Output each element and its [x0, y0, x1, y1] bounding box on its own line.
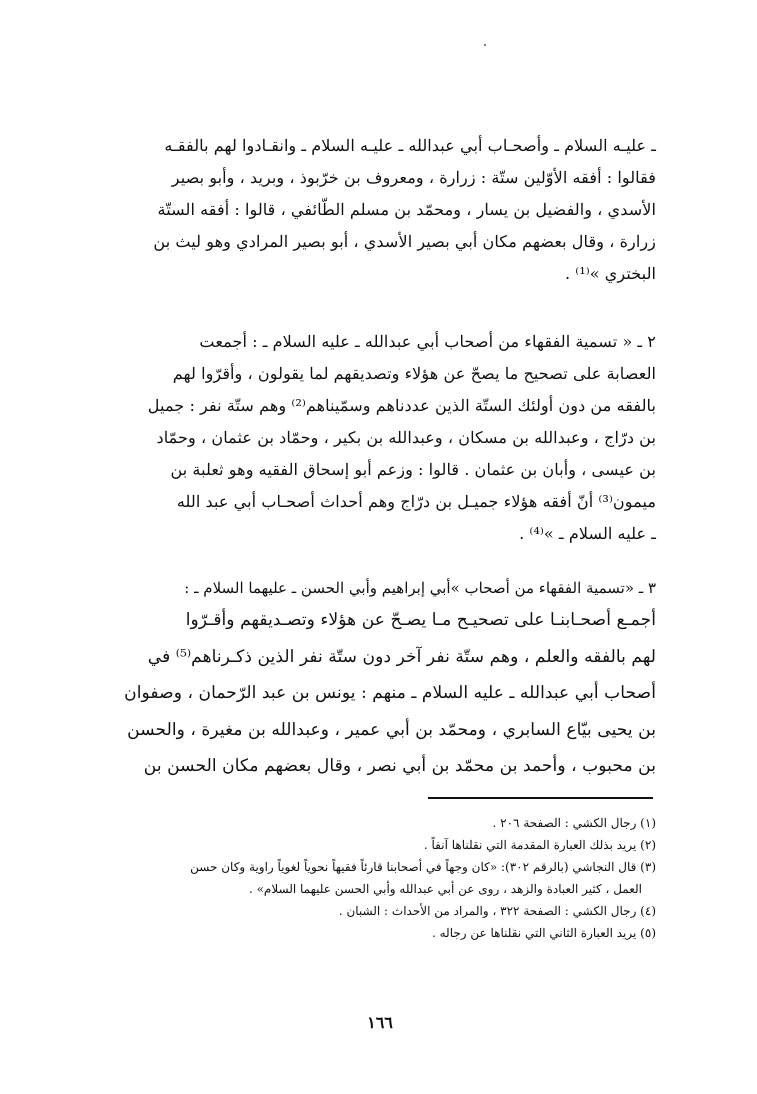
paragraph-1-line: فقالوا : أفقه الأوّلين ستّة : زرارة ، ومعروف بن خرّبوذ ، وبريد ، وأبو بصير: [171, 168, 656, 187]
footnote-4: (٤) رجال الكشي : الصفحة ٣٢٢ ، والمراد من الأحداث : الشبان .: [338, 904, 656, 918]
footnote-3: (٣) قال النجاشي (بالرقم ٣٠٢): «كان وجهاً في أصحابنا قارئاً فقيهاً نحوياً لغوياً راوية وكان حسن: [190, 860, 656, 874]
paragraph-2-line: بالفقه من دون أولئك الستّة الذين عددناهم وسمّيناهم⁽²⁾ وهم ستّة نفر : جميل: [147, 396, 656, 415]
paragraph-2-line: ـ عليه السلام ـ »⁽⁴⁾ .: [519, 524, 656, 543]
paragraph-1-line: البختري »⁽¹⁾ .: [564, 264, 656, 283]
paragraph-3-line: أجمـع أصحـابنـا على تصحيـح مـا يصـحّ عن هؤلاء وتصـديقهم وأقـرّوا: [185, 610, 656, 630]
paragraph-2: [96, 326, 656, 550]
paragraph-2-line: العصابة على تصحيح ما يصحّ عن هؤلاء وتصديقهم لما يقولون ، وأقرّوا لهم: [172, 364, 656, 383]
footnote-divider: [428, 797, 653, 799]
speck-mark: [484, 44, 486, 46]
paragraph-2-line: ميمون⁽³⁾ أنّ أفقه هؤلاء جميـل بن درّاج وهم أحداث أصحـاب أبي عبد الله: [176, 492, 656, 511]
paragraph-3: [96, 574, 656, 785]
paragraph-2-line: بن عيسى ، وأبان بن عثمان . قالوا : وزعم أبو إسحاق الفقيه وهو ثعلبة بن: [170, 460, 656, 479]
page-number: ١٦٦: [367, 1013, 393, 1032]
paragraph-3-heading: ٣ ـ «تسمية الفقهاء من أصحاب »أبي إبراهيم وأبي الحسن ـ عليهما السلام ـ :: [184, 579, 656, 597]
paragraph-2-line: ٢ ـ « تسمية الفقهاء من أصحاب أبي عبدالله ـ عليه السلام ـ : أجمعت: [199, 332, 656, 351]
paragraph-2-line: بن درّاج ، وعبدالله بن مسكان ، وعبدالله بن بكير ، وحمّاد بن عثمان ، وحمّاد: [156, 428, 656, 447]
footnote-1: (١) رجال الكشي : الصفحة ٢٠٦ .: [492, 816, 656, 830]
paragraph-1-line: ـ عليـه السلام ـ وأصحـاب أبي عبدالله ـ عليـه السلام ـ وانقـادوا لهم بالفقـه: [164, 136, 656, 155]
footnote-2: (٢) يريد بذلك العبارة المقدمة التي نقلناها آنفاً .: [423, 838, 656, 852]
paragraph-1-line: الأسدي ، والفضيل بن يسار ، ومحمّد بن مسلم الطّائفي ، قالوا : أفقه الستّة: [157, 200, 656, 219]
paragraph-1-line: زرارة ، وقال بعضهم مكان أبي بصير الأسدي ، أبو بصير المرادي وهو ليث بن: [153, 232, 656, 251]
footnote-3-continued: العمل ، كثير العبادة والزهد ، روى عن أبي عبدالله وأبي الحسن عليهما السلام» .: [248, 882, 642, 896]
paragraph-3-line: أصحاب أبي عبدالله ـ عليه السلام ـ منهم : يونس بن عبد الرّحمان ، وصفوان: [124, 683, 656, 704]
footnotes: [96, 812, 656, 944]
paragraph-3-line: لهم بالفقه والعلم ، وهم ستّة نفر آخر دون ستّة نفر الذين ذكـرناهم⁽⁵⁾ في: [147, 646, 656, 667]
paragraph-3-line: بن يحيى بيّاع السابري ، ومحمّد بن أبي عمير ، وعبدالله بن مغيرة ، والحسن: [127, 719, 656, 740]
paragraph-3-line: بن محبوب ، وأحمد بن محمّد بن أبي نصر ، وقال بعضهم مكان الحسن بن: [143, 756, 656, 777]
paragraph-1: [96, 130, 656, 290]
footnote-5: (٥) يريد العبارة الثاني التي نقلناها عن رجاله .: [431, 926, 656, 940]
